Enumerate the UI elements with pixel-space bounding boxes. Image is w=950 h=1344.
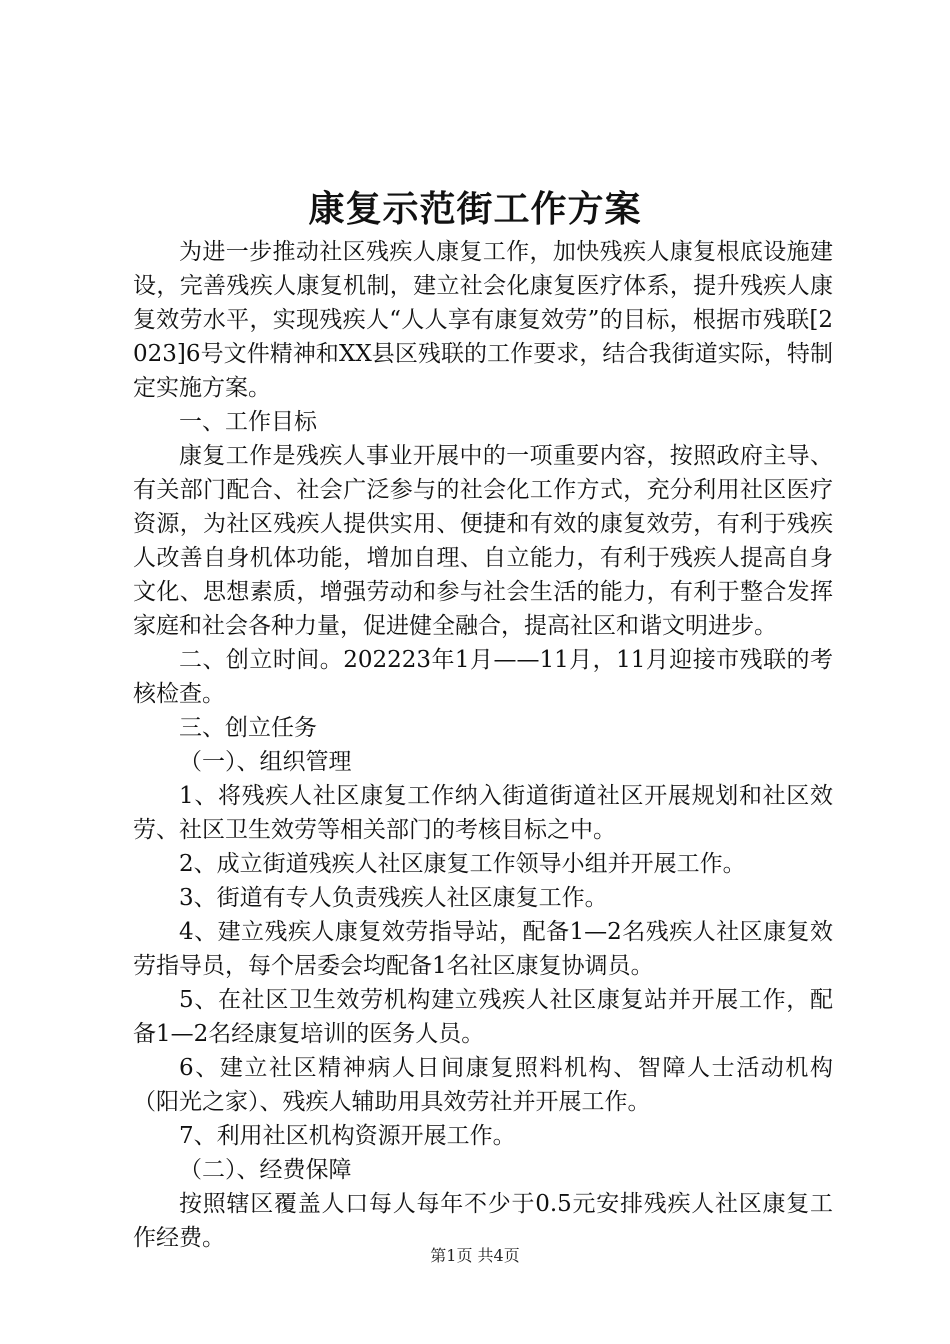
section-heading-work-goal: 一、工作目标 [179, 409, 317, 435]
document-title: 康复示范街工作方案 [308, 188, 642, 230]
task-item-3: 3、街道有专人负责残疾人社区康复工作。 [179, 885, 608, 911]
task-item-6: 6、建立社区精神病人日间康复照料机构、智障人士活动机构（阳光之家）、残疾人辅助用具效劳社并开展工作。 [133, 1055, 833, 1115]
task-item-2: 2、成立街道残疾人社区康复工作领导小组并开展工作。 [179, 851, 746, 877]
section-heading-tasks: 三、创立任务 [179, 715, 317, 741]
task-item-1: 1、将残疾人社区康复工作纳入街道街道社区开展规划和社区效劳、社区卫生效劳等相关部门的考核目标之中。 [133, 783, 833, 843]
subsection-heading-organization: （一）、组织管理 [179, 749, 352, 775]
work-goal-paragraph: 康复工作是残疾人事业开展中的一项重要内容，按照政府主导、有关部门配合、社会广泛参与的社会化工作方式，充分利用社区医疗资源，为社区残疾人提供实用、便捷和有效的康复效劳，有利于残疾人改善自身机体功能，增加自理、自立能力，有利于残疾人提高自身文化、思想素质，增强劳动和参与社会生活的能力，有利于整合发挥家庭和社会各种力量，促进健全融合，提高社区和谐文明进步。 [133, 443, 833, 639]
section-creation-time: 二、创立时间。202223年1月——11月，11月迎接市残联的考核检查。 [133, 647, 833, 707]
document-body [133, 235, 833, 1255]
task-item-5: 5、在社区卫生效劳机构建立残疾人社区康复站并开展工作，配备1—2名经康复培训的医务人员。 [133, 987, 833, 1047]
funding-paragraph: 按照辖区覆盖人口每人每年不少于0.5元安排残疾人社区康复工作经费。 [133, 1191, 833, 1251]
intro-paragraph: 为进一步推动社区残疾人康复工作，加快残疾人康复根底设施建设，完善残疾人康复机制，建立社会化康复医疗体系，提升残疾人康复效劳水平，实现残疾人“人人享有康复效劳”的目标，根据市残联[2023]6号文件精神和XX县区残联的工作要求，结合我街道实际，特制定实施方案。 [133, 239, 833, 401]
page-number-footer: 第1页 共4页 [430, 1246, 520, 1265]
task-item-4: 4、建立残疾人康复效劳指导站，配备1—2名残疾人社区康复效劳指导员，每个居委会均配备1名社区康复协调员。 [133, 919, 833, 979]
subsection-heading-funding: （二）、经费保障 [179, 1157, 352, 1183]
task-item-7: 7、利用社区机构资源开展工作。 [179, 1123, 516, 1149]
